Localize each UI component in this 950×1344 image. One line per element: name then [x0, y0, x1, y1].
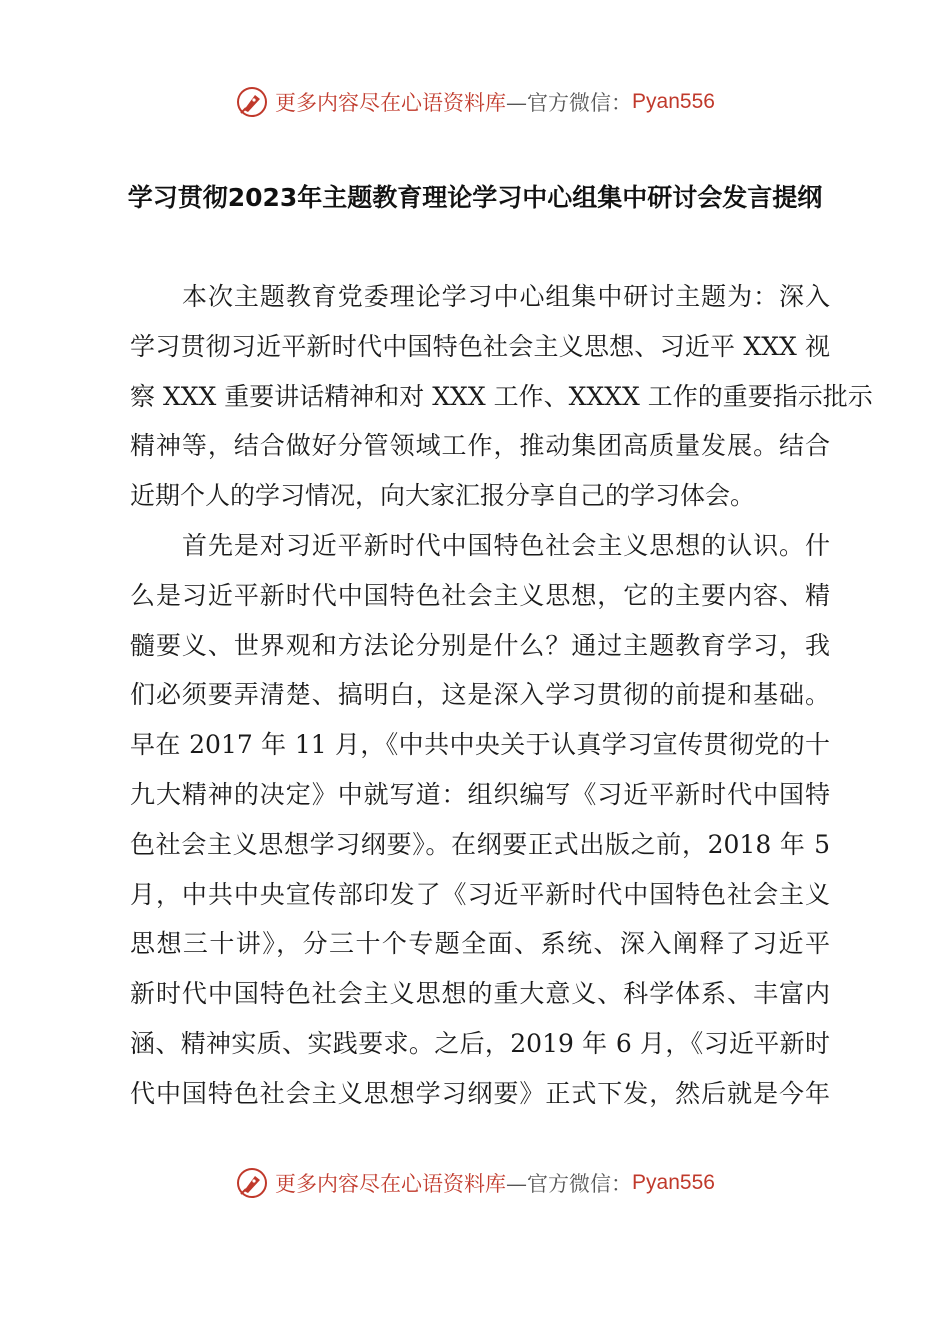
banner-brand-text: 更多内容尽在心语资料库: [275, 91, 507, 115]
banner-wechat-id: Pyan556: [632, 1171, 715, 1194]
banner-wechat-label: —官方微信：: [506, 1172, 633, 1196]
body-line: 近期个人的学习情况，向大家汇报分享自己的学习体会。: [130, 481, 756, 511]
body-line: 色社会主义思想学习纲要》。在纲要正式出版之前，2018 年 5: [130, 829, 830, 859]
body-line: 早在 2017 年 11 月，《中共中央关于认真学习宣传贯彻党的十: [130, 730, 830, 760]
body-line: 么是习近平新时代中国特色社会主义思想，它的主要内容、精: [130, 580, 830, 610]
body-line: 们必须要弄清楚、搞明白，这是深入学习贯彻的前提和基础。: [130, 680, 830, 710]
body-line: 学习贯彻习近平新时代中国特色社会主义思想、习近平 XXX 视: [130, 331, 830, 361]
banner-wechat-id: Pyan556: [632, 90, 715, 113]
body-line: 精神等，结合做好分管领域工作，推动集团高质量发展。结合: [130, 431, 830, 461]
body-line: 涵、精神实质、实践要求。之后，2019 年 6 月，《习近平新时: [130, 1028, 830, 1058]
header-banner: [0, 82, 950, 122]
body-line: 首先是对习近平新时代中国特色社会主义思想的认识。什: [182, 530, 830, 560]
body-line: 月，中共中央宣传部印发了《习近平新时代中国特色社会主义: [130, 879, 830, 909]
banner-brand-text: 更多内容尽在心语资料库: [275, 1172, 507, 1196]
body-line: 九大精神的决定》中就写道：组织编写《习近平新时代中国特: [130, 779, 830, 809]
footer-banner: [0, 1163, 950, 1203]
body-line: 代中国特色社会主义思想学习纲要》正式下发，然后就是今年: [130, 1078, 830, 1108]
document-body: [130, 272, 873, 1119]
body-line: 新时代中国特色社会主义思想的重大意义、科学体系、丰富内: [130, 979, 830, 1009]
banner-wechat-label: —官方微信：: [506, 91, 633, 115]
body-line: 本次主题教育党委理论学习中心组集中研讨主题为：深入: [182, 282, 830, 311]
pen-nib-icon: [235, 1166, 269, 1200]
document-title: 学习贯彻2023年主题教育理论学习中心组集中研讨会发言提纲: [127, 183, 823, 212]
body-line: 思想三十讲》，分三十个专题全面、系统、深入阐释了习近平: [130, 929, 830, 959]
body-line: 髓要义、世界观和方法论分别是什么？通过主题教育学习，我: [130, 630, 830, 660]
pen-nib-icon: [235, 85, 269, 119]
body-line: 察 XXX 重要讲话精神和对 XXX 工作、XXXX 工作的重要指示批示: [130, 381, 873, 411]
